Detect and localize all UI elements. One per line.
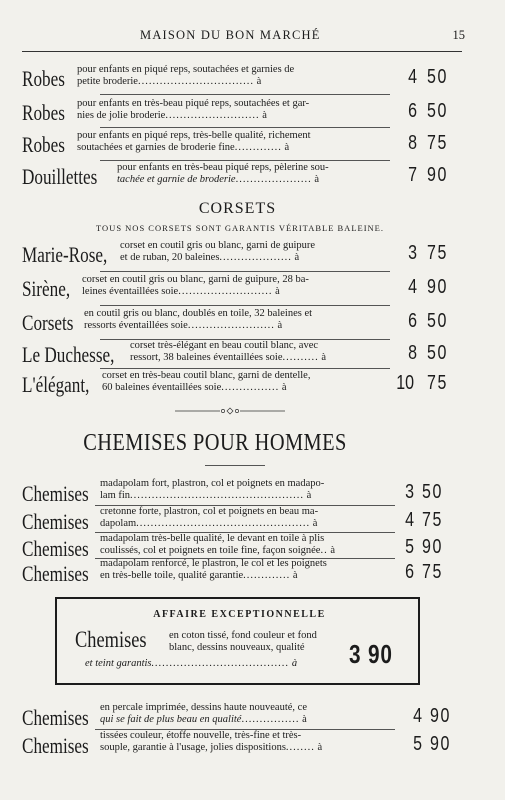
description-line: corset en coutil gris ou blanc, garni de guipure, 28 ba- bbox=[82, 274, 309, 285]
description-line: ressort, 38 baleines éventaillées soie bbox=[130, 351, 283, 363]
description-line: pour enfants en très-beau piqué reps, soutachées et gar- bbox=[77, 98, 310, 109]
description-line: et de ruban, 20 baleines bbox=[120, 251, 220, 263]
description-line: leines éventaillées soie bbox=[82, 285, 179, 297]
price-francs: 6 bbox=[405, 561, 414, 583]
product-entry bbox=[22, 162, 462, 192]
special-offer-description-end bbox=[85, 658, 345, 669]
product-name: Marie-Rose, bbox=[22, 242, 108, 267]
product-name: Sirène, bbox=[22, 276, 71, 301]
price-francs: 5 bbox=[413, 733, 422, 755]
price-francs: 7 bbox=[408, 164, 417, 186]
product-entry bbox=[22, 558, 462, 588]
price-centimes: 50 bbox=[422, 481, 443, 503]
price-centimes: 50 bbox=[427, 66, 448, 88]
description-line: tissées couleur, étoffe nouvelle, très-fine et très- bbox=[100, 730, 302, 741]
leader-dots: .................... bbox=[219, 251, 292, 263]
description-line: souple, garantie à l'usage, jolies dispositions bbox=[100, 741, 286, 753]
price-prefix: à bbox=[284, 141, 290, 153]
product-name: Corsets bbox=[22, 310, 74, 335]
price-centimes: 90 bbox=[427, 164, 448, 186]
description-line: pour enfants en piqué reps, soutachées et garnies de bbox=[77, 64, 295, 75]
price-francs: 6 bbox=[408, 310, 417, 332]
price-centimes: 75 bbox=[422, 509, 443, 531]
price-francs: 3 bbox=[408, 242, 417, 264]
price-francs: 4 bbox=[413, 705, 422, 727]
leader-dots: ............. bbox=[243, 569, 291, 581]
product-entry bbox=[22, 308, 462, 338]
product-name: Chemises bbox=[22, 733, 89, 758]
price-prefix: à bbox=[314, 173, 319, 185]
chemises-title: CHEMISES POUR HOMMES bbox=[83, 430, 347, 456]
leader-dots: ............. bbox=[234, 141, 282, 153]
running-head-title: MAISON DU BON MARCHÉ bbox=[140, 28, 321, 42]
price-centimes: 90 bbox=[422, 536, 443, 558]
price-prefix: à bbox=[306, 489, 312, 501]
leader-dots: ................................................ bbox=[136, 517, 311, 529]
product-name: Chemises bbox=[22, 561, 89, 586]
header-rule bbox=[22, 51, 462, 52]
description-line: en très-belle toile, qualité garantie bbox=[100, 569, 244, 581]
price-francs: 4 bbox=[408, 66, 417, 88]
special-offer-box bbox=[55, 597, 420, 685]
running-head bbox=[0, 28, 505, 44]
price-prefix: à bbox=[317, 741, 323, 753]
product-name: Robes bbox=[22, 132, 65, 157]
price-centimes: 90 bbox=[430, 705, 451, 727]
product-description bbox=[102, 370, 407, 393]
entry-separator bbox=[100, 127, 390, 128]
product-description bbox=[77, 64, 407, 87]
product-name: Douillettes bbox=[22, 164, 98, 189]
product-description bbox=[120, 240, 410, 263]
entry-separator bbox=[100, 305, 390, 306]
price-prefix: à bbox=[294, 251, 300, 263]
product-entry bbox=[22, 370, 462, 400]
product-description bbox=[77, 130, 407, 153]
description-line: qui se fait de plus beau en qualité bbox=[100, 713, 242, 725]
product-entry bbox=[22, 64, 462, 94]
entry-separator bbox=[100, 368, 390, 369]
leader-dots: ................ bbox=[241, 713, 300, 725]
product-entry bbox=[22, 478, 462, 508]
leader-dots: .. bbox=[320, 544, 328, 556]
entry-separator bbox=[100, 94, 390, 95]
product-description bbox=[100, 702, 420, 725]
title-underline bbox=[205, 465, 265, 466]
price-francs: 8 bbox=[408, 342, 417, 364]
leader-dots: .......................... bbox=[178, 285, 273, 297]
product-entry bbox=[22, 240, 462, 270]
special-offer-name: Chemises bbox=[75, 627, 147, 652]
description-line: 60 baleines éventaillées soie bbox=[102, 381, 222, 393]
price-centimes: 50 bbox=[427, 342, 448, 364]
description-line: corset en très-beau coutil blanc, garni de dentelle, bbox=[102, 370, 311, 381]
product-entry bbox=[22, 730, 462, 760]
price-francs: 4 bbox=[408, 276, 417, 298]
product-name: Robes bbox=[22, 100, 65, 125]
description-line: dapolam bbox=[100, 517, 137, 529]
corsets-subtitle: TOUS NOS CORSETS SONT GARANTIS VÉRITABLE BALEINE. bbox=[96, 223, 384, 233]
price-prefix: à bbox=[330, 544, 335, 556]
description-line: lam fin bbox=[100, 489, 131, 501]
description-line: pour enfants en piqué reps, très-belle qualité, richement bbox=[77, 130, 311, 141]
description-line: en coton tissé, fond couleur et fond bbox=[169, 630, 317, 641]
price-prefix: à bbox=[302, 713, 307, 725]
leader-dots: ...................................... bbox=[151, 658, 290, 669]
price-prefix: à bbox=[262, 109, 267, 121]
price-prefix: à bbox=[312, 517, 318, 529]
product-entry bbox=[22, 98, 462, 128]
description-line: blanc, dessins nouveaux, qualité bbox=[169, 641, 305, 653]
product-description bbox=[84, 308, 409, 331]
special-offer-price: 3 90 bbox=[349, 639, 393, 669]
product-name: L'élégant, bbox=[22, 372, 90, 397]
description-line: petite broderie bbox=[77, 75, 138, 87]
price-prefix: à bbox=[277, 319, 283, 331]
description-line: madapolam très-belle qualité, le devant en toile à plis bbox=[100, 533, 325, 544]
price-francs: 6 bbox=[408, 100, 417, 122]
entry-separator bbox=[100, 160, 390, 161]
price-centimes: 75 bbox=[427, 242, 448, 264]
special-offer-label: AFFAIRE EXCEPTIONNELLE bbox=[153, 609, 326, 620]
description-line: soutachées et garnies de broderie fine bbox=[77, 141, 235, 153]
price-centimes: 75 bbox=[427, 372, 448, 394]
product-description bbox=[100, 730, 420, 753]
description-line: coulissés, col et poignets en toile fine, façon soignée bbox=[100, 544, 321, 556]
product-description bbox=[100, 558, 420, 581]
description-line: nies de jolie broderie bbox=[77, 109, 166, 121]
product-entry bbox=[22, 702, 462, 732]
ornament-divider bbox=[175, 406, 285, 416]
description-line: cretonne forte, plastron, col et poignets en beau ma- bbox=[100, 506, 319, 517]
description-line: madapolam renforcé, le plastron, le col et les poignets bbox=[100, 558, 327, 569]
price-prefix: à bbox=[281, 381, 287, 393]
product-entry bbox=[22, 130, 462, 160]
price-prefix: à bbox=[275, 285, 280, 297]
price-prefix: à bbox=[256, 75, 262, 87]
leader-dots: ..................... bbox=[235, 173, 312, 185]
product-description bbox=[100, 533, 420, 556]
description-line: pour enfants en très-beau piqué reps, pèlerine sou- bbox=[117, 162, 329, 173]
price-centimes: 75 bbox=[427, 132, 448, 154]
description-line: madapolam fort, plastron, col et poignets en madapo- bbox=[100, 478, 325, 489]
product-name: Le Duchesse, bbox=[22, 342, 115, 367]
price-francs: 4 bbox=[405, 509, 414, 531]
price-prefix: à bbox=[321, 351, 327, 363]
product-name: Chemises bbox=[22, 536, 89, 561]
description-line: en coutil gris ou blanc, doublés en toile, 32 baleines et bbox=[84, 308, 313, 319]
description-line: corset en coutil gris ou blanc, garni de guipure bbox=[120, 240, 316, 251]
price-centimes: 90 bbox=[430, 733, 451, 755]
product-description bbox=[82, 274, 412, 297]
price-francs: 3 bbox=[405, 481, 414, 503]
corsets-title: CORSETS bbox=[198, 200, 277, 217]
leader-dots: ........ bbox=[285, 741, 315, 753]
product-description bbox=[117, 162, 407, 185]
product-entry bbox=[22, 340, 462, 370]
price-francs: 10 bbox=[396, 372, 414, 394]
description-line: ressorts éventaillées soie bbox=[84, 319, 188, 331]
price-prefix: à bbox=[292, 569, 298, 581]
leader-dots: ................................................ bbox=[130, 489, 305, 501]
product-description bbox=[130, 340, 410, 363]
price-centimes: 75 bbox=[422, 561, 443, 583]
price-centimes: 50 bbox=[427, 310, 448, 332]
product-name: Robes bbox=[22, 66, 65, 91]
product-entry bbox=[22, 274, 462, 304]
product-description bbox=[100, 506, 420, 529]
description-line: et teint garantis bbox=[85, 658, 152, 669]
leader-dots: .......................... bbox=[165, 109, 260, 121]
leader-dots: .......... bbox=[282, 351, 319, 363]
description-line: corset très-élégant en beau coutil blanc, avec bbox=[130, 340, 319, 351]
product-name: Chemises bbox=[22, 509, 89, 534]
description-line: tachée et garnie de broderie bbox=[117, 173, 236, 185]
product-name: Chemises bbox=[22, 481, 89, 506]
description-line: en percale imprimée, dessins haute nouveauté, ce bbox=[100, 702, 307, 713]
leader-dots: ................................ bbox=[137, 75, 254, 87]
entry-separator bbox=[100, 271, 390, 272]
special-offer-description bbox=[169, 630, 349, 653]
price-centimes: 50 bbox=[427, 100, 448, 122]
product-description bbox=[100, 478, 420, 501]
product-description bbox=[77, 98, 407, 121]
product-name: Chemises bbox=[22, 705, 89, 730]
leader-dots: ................ bbox=[221, 381, 280, 393]
page-number: 15 bbox=[452, 28, 465, 42]
price-centimes: 90 bbox=[427, 276, 448, 298]
price-francs: 5 bbox=[405, 536, 414, 558]
leader-dots: ........................ bbox=[187, 319, 275, 331]
price-prefix: à bbox=[291, 658, 298, 669]
price-francs: 8 bbox=[408, 132, 417, 154]
